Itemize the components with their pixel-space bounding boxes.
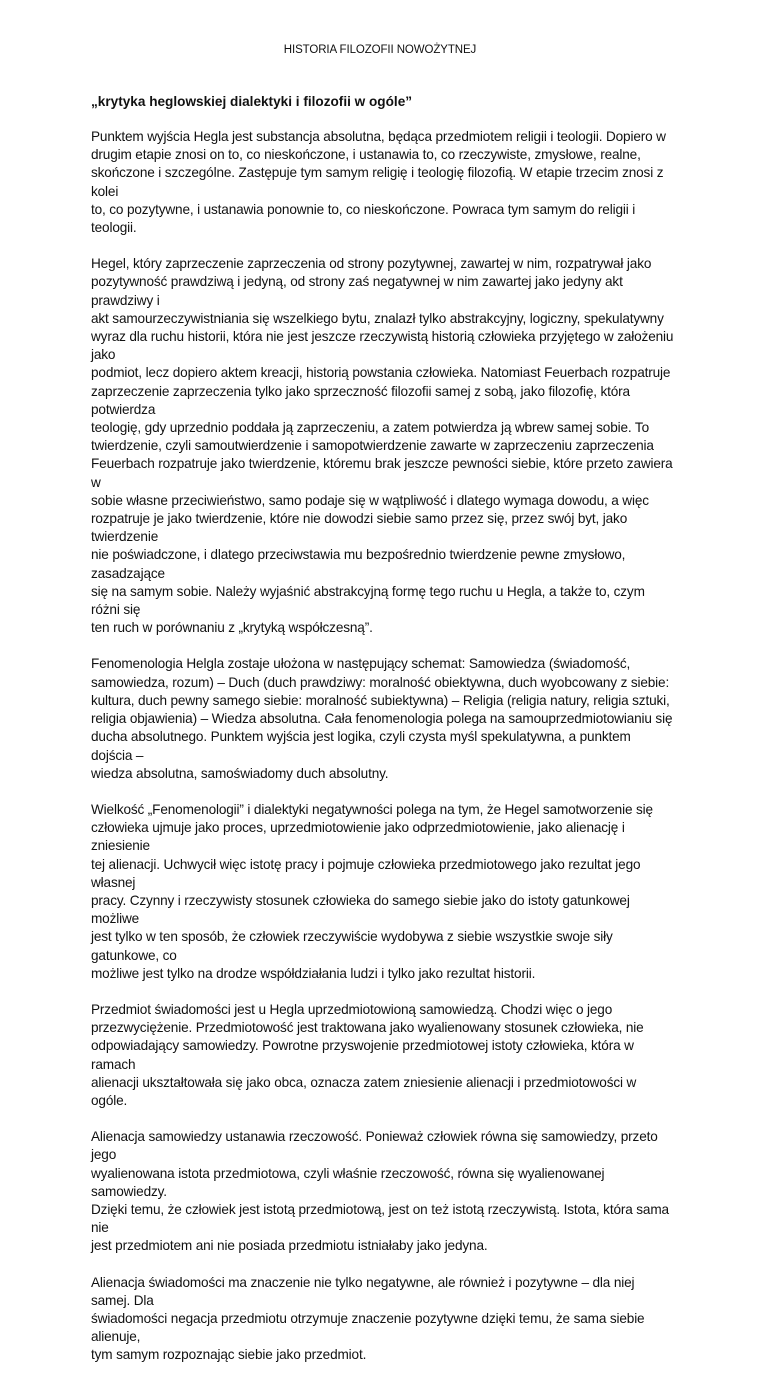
paragraph-1: Punktem wyjścia Hegla jest substancja absolutna, będąca przedmiotem religii i teologii. Dopiero w drugim etapie znosi on to, co nieskończone, i ustanawia to, co rzeczywiste, zmysłowe, realne, skończone i szczególne. Zastępuje tym samym religię i teologię filozofią. W etapie trzecim znosi z kolei to, co pozytywne, i ustanawia ponownie to, co nieskończone. Powraca tym samym do religii i teologii.: [91, 129, 666, 236]
paragraph-6: Alienacja samowiedzy ustanawia rzeczowość. Ponieważ człowiek równa się samowiedzy, przeto jego wyalienowana istota przedmiotowa, czyli właśnie rzeczowość, równa się wyalienowanej samowiedzy. Dzięki temu, że człowiek jest istotą przedmiotową, jest on też istotą rzeczywistą. Istota, która sama nie jest przedmiotem ani nie posiada przedmiotu istniałaby jako jedyna.: [91, 1129, 669, 1254]
running-header: HISTORIA FILOZOFII NOWOŻYTNEJ: [283, 44, 477, 56]
paragraph-5: Przedmiot świadomości jest u Hegla uprzedmiotowioną samowiedzą. Chodzi więc o jego przezwyciężenie. Przedmiotowość jest traktowana jako wyalienowany stosunek człowieka, nie odpowiadający samowiedzy. Powrotne przyswojenie przedmiotowej istoty człowieka, która w ramach alienacji ukształtowała się jako obca, oznacza zatem zniesienie alienacji i przedmiotowości w ogóle.: [91, 1001, 644, 1108]
document-title: „krytyka heglowskiej dialektyki i filozofii w ogóle”: [91, 94, 413, 109]
paragraph-3: Fenomenologia Helgla zostaje ułożona w następujący schemat: Samowiedza (świadomość, samowiedza, rozum) – Duch (duch prawdziwy: moralność obiektywna, duch wyobcowany z siebie: kultura, duch pewny samego siebie: moralność subiektywna) – Religia (religia natury, religia sztuki, religia objawienia) – Wiedza absolutna. Cała fenomenologia polega na samouprzedmiotowianiu się ducha absolutnego. Punktem wyjścia jest logika, czyli czysta myśl spekulatywna, a punktem dojścia – wiedza absolutna, samoświadomy duch absolutny.: [91, 656, 673, 781]
paragraph-2: Hegel, który zaprzeczenie zaprzeczenia od strony pozytywnej, zawartej w nim, rozpatrywał jako pozytywność prawdziwą i jedyną, od strony zaś negatywnej w nim zawartej jako jedyny akt prawdziwy i akt samourzeczywistniania się wszelkiego bytu, znalazł tylko abstrakcyjny, logiczny, spekulatywny wyraz dla ruchu historii, która nie jest jeszcze rzeczywistą historią człowieka przyjętego w założeniu jako podmiot, lecz dopiero aktem kreacji, historią powstania człowieka. Natomiast Feuerbach rozpatruje zaprzeczenie zaprzeczenia tylko jako sprzeczność filozofii samej z sobą, jako filozofię, która potwierdza teologię, gdy uprzednio poddała ją zaprzeczeniu, a zatem potwierdza ją wbrew samej sobie. To twierdzenie, czyli samoutwierdzenie i samopotwierdzenie zawarte w zaprzeczeniu zaprzeczenia Feuerbach rozpatruje jako twierdzenie, któremu brak jeszcze pewności siebie, które przeto zawiera w sobie własne przeciwieństwo, samo podaje się w wątpliwość i dlatego wymaga dowodu, a więc rozpatruje je jako twierdzenie, które nie dowodzi siebie samo przez się, przez swój byt, jako twierdzenie nie poświadczone, i dlatego przeciwstawia mu bezpośrednio twierdzenie pewne zmysłowo, zasadzające się na samym sobie. Należy wyjaśnić abstrakcyjną formę tego ruchu u Hegla, a także to, czym różni się ten ruch w porównaniu z „krytyką współczesną”.: [91, 256, 674, 636]
document-body: [91, 93, 675, 1383]
paragraph-7: Alienacja świadomości ma znaczenie nie tylko negatywne, ale również i pozytywne – dla niej samej. Dla świadomości negacja przedmiotu otrzymuje znaczenie pozytywne dzięki temu, że sama siebie alienuje, tym samym rozpoznając siebie jako przedmiot.: [91, 1274, 645, 1363]
paragraph-4: Wielkość „Fenomenologii” i dialektyki negatywności polega na tym, że Hegel samotworzenie się człowieka ujmuje jako proces, uprzedmiotowienie jako odprzedmiotowienie, jako alienację i zniesienie tej alienacji. Uchwycił więc istotę pracy i pojmuje człowieka przedmiotowego jako rezultat jego własnej pracy. Czynny i rzeczywisty stosunek człowieka do samego siebie jako do istoty gatunkowej możliwe jest tylko w ten sposób, że człowiek rzeczywiście wydobywa z siebie wszystkie swoje siły gatunkowe, co możliwe jest tylko na drodze współdziałania ludzi i tylko jako rezultat historii.: [91, 801, 653, 981]
